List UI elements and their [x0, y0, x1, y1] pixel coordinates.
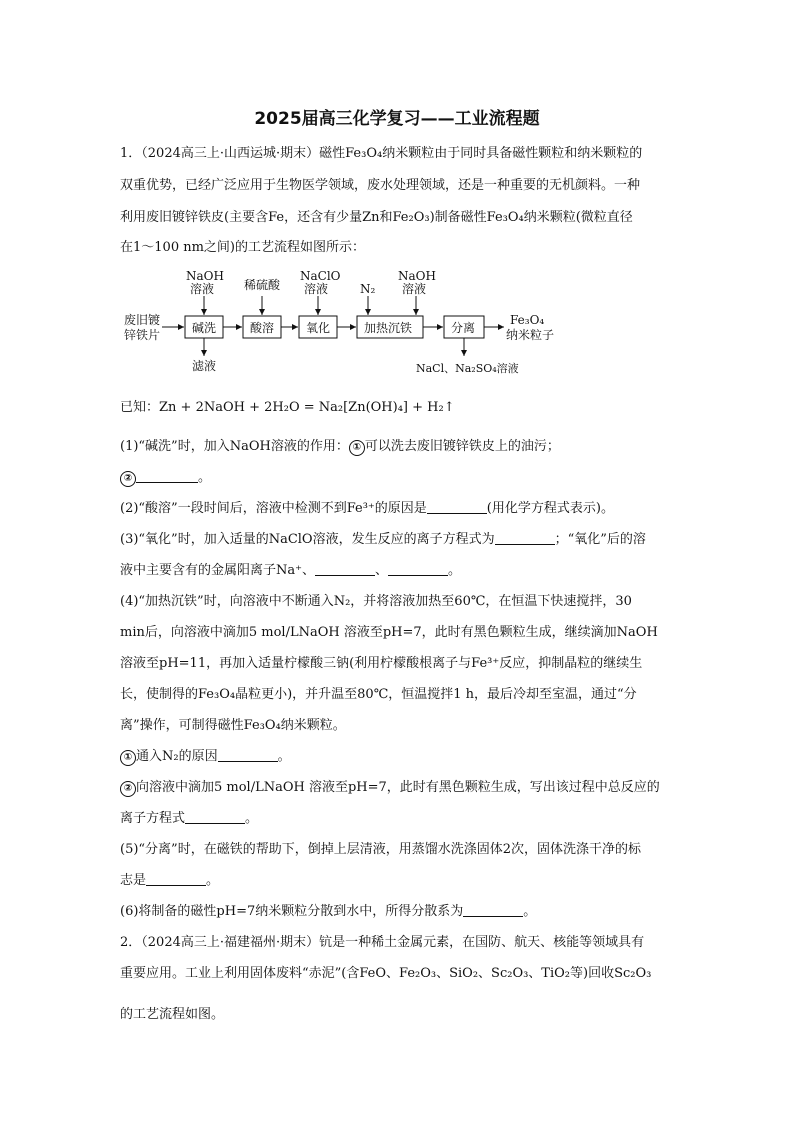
flow-output-solution: NaCl、Na₂SO₄溶液	[416, 362, 519, 375]
q1-part-4-line-4: 长，使制得的Fe₃O₄晶粒更小)，并升温至80℃，恒温搅拌1 h，最后冷却至室温，通过“分	[120, 687, 637, 702]
q1-part-5-line-2: 志是 。	[120, 873, 220, 888]
svg-text:酸溶: 酸溶	[250, 321, 275, 335]
flow-product-line-2: 纳米粒子	[506, 328, 555, 342]
answer-blank[interactable]	[463, 902, 523, 917]
flow-step-alkali-wash	[185, 316, 223, 338]
q1-part-2: (2)“酸溶”一段时间后，溶液中检测不到Fe³⁺的原因是 (用化学方程式表示)。	[120, 501, 614, 516]
q1-part-4a: ① 通入N₂的原因 。	[120, 747, 680, 767]
known-equation	[120, 396, 455, 415]
page-title: 2025届高三化学复习——工业流程题	[254, 109, 540, 129]
q1-part-4b-line-2: 离子方程式 。	[120, 811, 259, 826]
flow-input-naoh-1-sol: 溶液	[190, 282, 215, 296]
q1-part-4-line-2: min后，向溶液中滴加5 mol/LNaOH 溶液至pH=7，此时有黑色颗粒生成，继续滴加NaOH	[120, 625, 658, 640]
known-equation-text: Zn + 2NaOH + 2H₂O = Na₂[Zn(OH)₄] + H₂↑	[159, 400, 455, 415]
answer-blank[interactable]	[315, 561, 375, 576]
q1-part-4-line-5: 离”操作，可制得磁性Fe₃O₄纳米颗粒。	[120, 718, 346, 733]
flow-step-separation	[444, 316, 484, 338]
q1-part-4-line-1: (4)“加热沉铁”时，向溶液中不断通入N₂，并将溶液加热至60℃，在恒温下快速搅拌，30	[120, 594, 632, 609]
flow-step-oxidation	[299, 316, 337, 338]
svg-text:加热沉铁: 加热沉铁	[364, 321, 413, 335]
flow-step-heat-precipitate	[357, 316, 423, 338]
answer-blank[interactable]	[427, 499, 487, 514]
flow-product-line-1: Fe₃O₄	[510, 313, 545, 327]
q2-line-3: 的工艺流程如图。	[120, 1007, 225, 1022]
flow-step-acid-dissolve	[243, 316, 281, 338]
answer-blank[interactable]	[136, 468, 198, 483]
q1-part-5-line-1: (5)“分离”时，在磁铁的帮助下，倒掉上层清液，用蒸馏水洗涤固体2次，固体洗涤干净的标	[120, 842, 641, 857]
flow-output-filtrate: 滤液	[192, 359, 217, 373]
q2-line-1: 2．（2024高三上·福建福州·期末）钪是一种稀土金属元素，在国防、航天、核能等领域具有	[120, 935, 645, 950]
q1-part-3b: 液中主要含有的金属阳离子Na⁺、 、 。	[120, 563, 462, 578]
q1-line-3: 利用废旧镀锌铁皮(主要含Fe，还含有少量Zn和Fe₂O₃)制备磁性Fe₃O₄纳米颗粒(微粒直径	[120, 210, 633, 225]
flow-input-naclo-sol: 溶液	[304, 282, 329, 296]
answer-blank[interactable]	[218, 747, 278, 762]
answer-blank[interactable]	[185, 809, 245, 824]
answer-blank[interactable]	[388, 561, 448, 576]
q1-part-3a: (3)“氧化”时，加入适量的NaClO溶液，发生反应的离子方程式为 ；“氧化”后的溶	[120, 532, 646, 547]
q1-part-1a: (1)“碱洗”时，加入NaOH溶液的作用： ① 可以洗去废旧镀锌铁皮上的油污；	[120, 439, 560, 454]
svg-text:分离: 分离	[451, 321, 476, 335]
flow-input-naclo: NaClO	[300, 269, 341, 283]
flow-input-naoh-2: NaOH	[398, 269, 436, 283]
flow-start-line-1: 废旧镀	[124, 313, 161, 327]
known-label: 已知：	[120, 400, 160, 415]
svg-text:碱洗: 碱洗	[192, 321, 217, 335]
q1-part-4b-line-1: ② 向溶液中滴加5 mol/LNaOH 溶液至pH=7，此时有黑色颗粒生成，写出该过程中总反应的	[120, 778, 680, 798]
q1-line-1: 1．（2024高三上·山西运城·期末）磁性Fe₃O₄纳米颗粒由于同时具备磁性颗粒和纳米颗粒的	[120, 146, 643, 161]
q1-part-6: (6)将制备的磁性pH=7纳米颗粒分散到水中，所得分散系为 。	[120, 904, 537, 919]
flow-start-line-2: 锌铁片	[124, 328, 161, 342]
flow-input-n2: N₂	[360, 282, 376, 296]
flow-input-naoh-2-sol: 溶液	[402, 282, 427, 296]
q1-part-4-line-3: 溶液至pH=11，再加入适量柠檬酸三钠(利用柠檬酸根离子与Fe³⁺反应，抑制晶粒的继续生	[120, 656, 643, 671]
flow-input-naoh-1: NaOH	[186, 269, 224, 283]
answer-blank[interactable]	[146, 871, 206, 886]
q1-line-2: 双重优势，已经广泛应用于生物医学领域，废水处理领域，还是一种重要的无机颜料。一种	[120, 178, 641, 193]
q2-line-2: 重要应用。工业上利用固体废料“赤泥”(含FeO、Fe₂O₃、SiO₂、Sc₂O₃、TiO₂等)回收Sc₂O₃	[120, 966, 652, 981]
answer-blank[interactable]	[495, 530, 555, 545]
flow-input-dilute-h2so4: 稀硫酸	[244, 278, 281, 292]
process-flow-diagram	[118, 266, 555, 384]
svg-text:氧化: 氧化	[306, 321, 331, 335]
q1-line-4: 在1～100 nm之间)的工艺流程如图所示：	[120, 240, 365, 255]
q1-part-1b: ② 。	[120, 468, 680, 488]
